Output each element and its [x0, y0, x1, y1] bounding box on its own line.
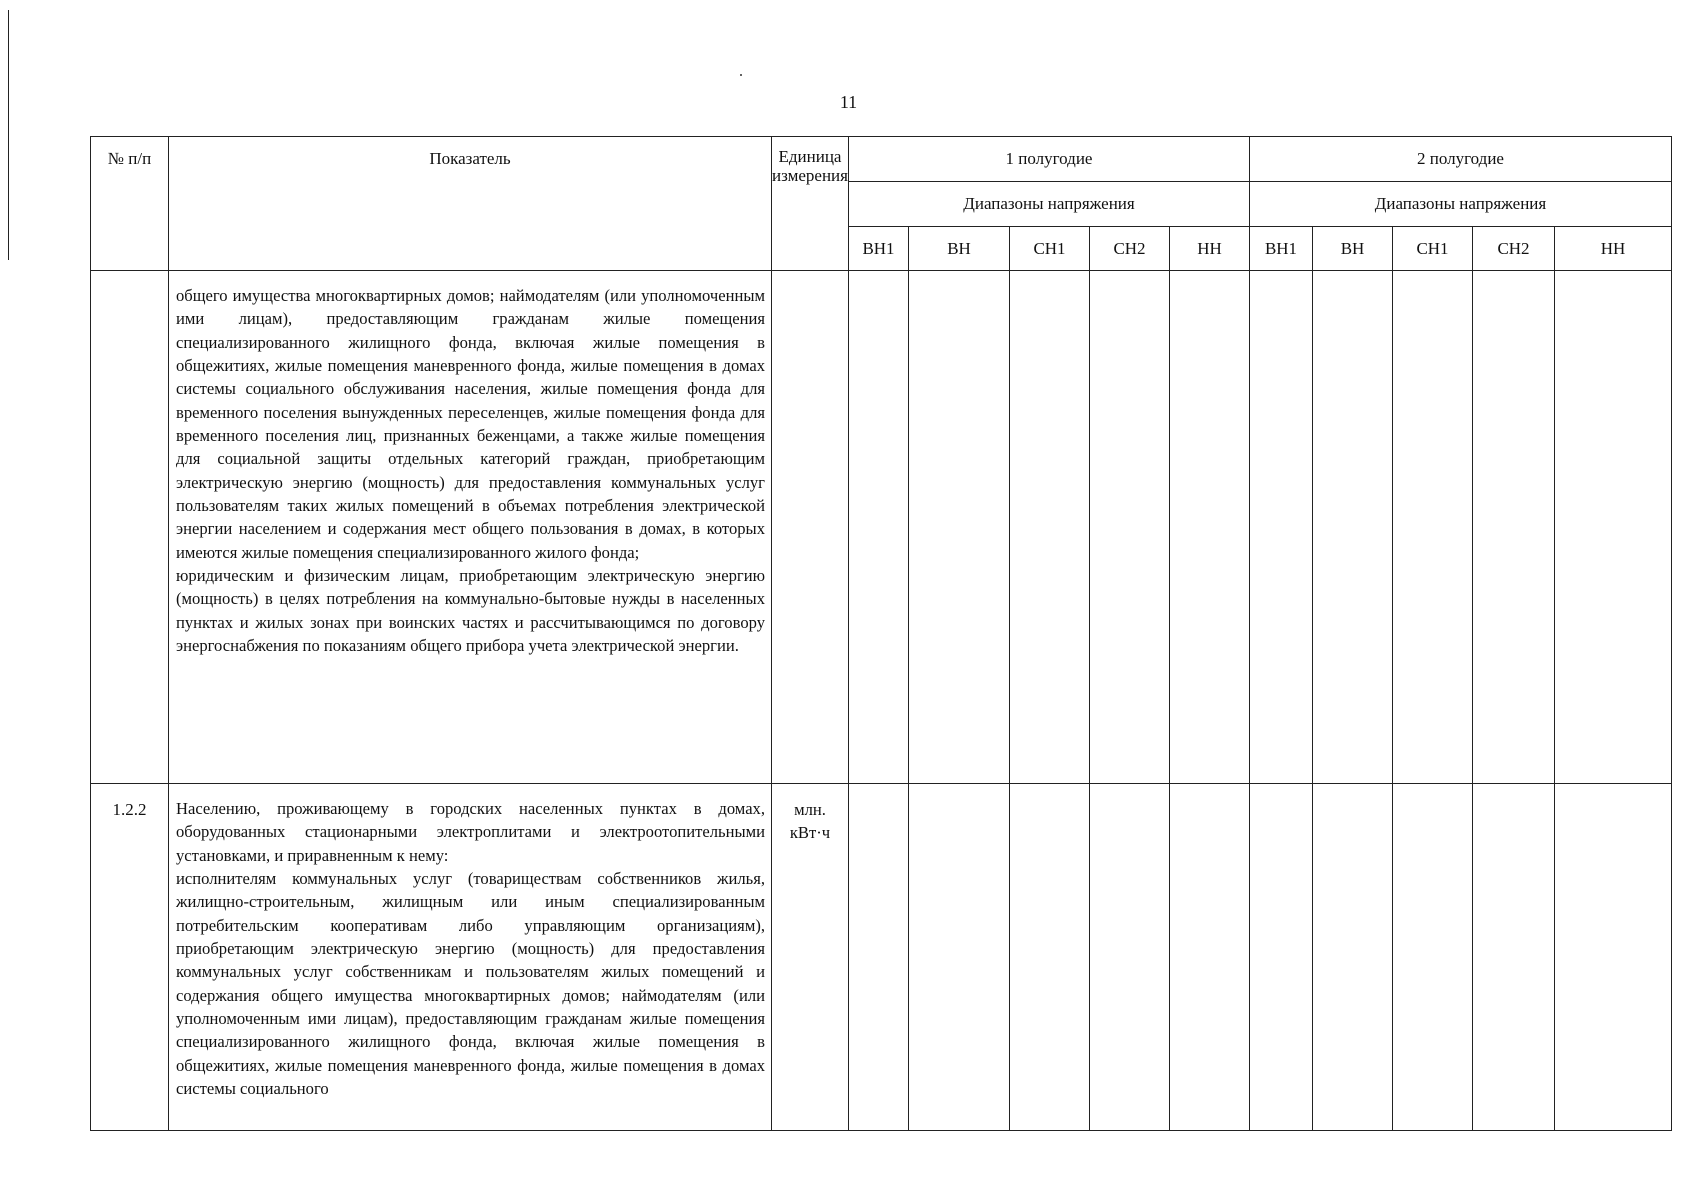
- value-cell: [1473, 784, 1555, 1131]
- header-half1-sn2: СН2: [1090, 227, 1170, 271]
- header-half2-nn: НН: [1555, 227, 1672, 271]
- header-half1-vn1: ВН1: [849, 227, 909, 271]
- scan-speck: [740, 74, 742, 76]
- value-cell: [1393, 271, 1473, 784]
- value-cell: [1090, 271, 1170, 784]
- header-half2: 2 полугодие: [1250, 137, 1672, 182]
- indicator-text: [169, 784, 772, 1131]
- page-number: 11: [839, 92, 858, 112]
- value-cell: [909, 271, 1010, 784]
- value-cell: [1393, 784, 1473, 1131]
- header-indicator: Показатель: [169, 137, 772, 271]
- row-number: 1.2.2: [91, 784, 169, 1131]
- indicator-paragraph: юридическим и физическим лицам, приобретающим электрическую энергию (мощность) в целях потребления на коммунально-бытовые нужды в населенных пунктах и жилых зонах при воинских частях и рассчитывающимся по договору энергоснабжения по показаниям общего прибора учета электрической энергии.: [176, 566, 765, 656]
- header-num: № п/п: [91, 137, 169, 271]
- value-cell: [1473, 271, 1555, 784]
- header-half2-vn: ВН: [1313, 227, 1393, 271]
- table-row: [91, 784, 1672, 1131]
- table-row: [91, 271, 1672, 784]
- value-cell: [1010, 271, 1090, 784]
- header-unit: Единица измерения: [772, 137, 849, 271]
- value-cell: [1250, 271, 1313, 784]
- value-cell: [1170, 271, 1250, 784]
- value-cell: [1555, 784, 1672, 1131]
- header-half1-vn: ВН: [909, 227, 1010, 271]
- value-cell: [1555, 271, 1672, 784]
- value-cell: [1010, 784, 1090, 1131]
- header-voltage-ranges-half1: Диапазоны напряжения: [849, 182, 1250, 227]
- header-voltage-ranges-half2: Диапазоны напряжения: [1250, 182, 1672, 227]
- unit-cell: [772, 271, 849, 784]
- row-number: [91, 271, 169, 784]
- value-cell: [1313, 271, 1393, 784]
- unit-cell: млн. кВт·ч: [772, 784, 849, 1131]
- value-cell: [909, 784, 1010, 1131]
- header-half2-sn2: СН2: [1473, 227, 1555, 271]
- indicator-paragraph: общего имущества многоквартирных домов; наймодателям (или уполномоченным ими лицам), предоставляющим гражданам жилые помещения специализированного жилищного фонда, включая жилые помещения в общежитиях, жилые помещения маневренного фонда, жилые помещения в домах системы социального обслуживания населения, жилые помещения фонда для временного поселения вынужденных переселенцев, жилые помещения фонда для временного поселения лиц, признанных беженцами, а также жилые помещения для социальной защиты отдельных категорий граждан, приобретающим электрическую энергию (мощность) для предоставления коммунальных услуг пользователям таких жилых помещений в объемах потребления электрической энергии населением и содержания мест общего пользования в домах, в которых имеются жилые помещения специализированного жилого фонда;: [176, 286, 765, 562]
- header-half1: 1 полугодие: [849, 137, 1250, 182]
- value-cell: [849, 784, 909, 1131]
- binding-margin-line: [8, 10, 9, 260]
- value-cell: [1250, 784, 1313, 1131]
- value-cell: [849, 271, 909, 784]
- value-cell: [1170, 784, 1250, 1131]
- indicator-text: [169, 271, 772, 784]
- header-half2-vn1: ВН1: [1250, 227, 1313, 271]
- header-half1-sn1: СН1: [1010, 227, 1090, 271]
- tariff-balance-table: [90, 136, 1672, 1131]
- value-cell: [1313, 784, 1393, 1131]
- indicator-paragraph: исполнителям коммунальных услуг (товариществам собственников жилья, жилищно-строительным, жилищным или иным специализированным потребительским кооперативам либо управляющим организациям), приобретающим электрическую энергию (мощность) для предоставления коммунальных услуг собственникам и пользователям жилых помещений и содержания общего имущества многоквартирных домов; наймодателям (или уполномоченным ими лицам), предоставляющим гражданам жилые помещения специализированного жилищного фонда, включая жилые помещения в общежитиях, жилые помещения маневренного фонда, жилые помещения в домах системы социального: [176, 869, 765, 1099]
- header-half1-nn: НН: [1170, 227, 1250, 271]
- value-cell: [1090, 784, 1170, 1131]
- indicator-paragraph: Населению, проживающему в городских населенных пунктах в домах, оборудованных стационарными электроплитами и электроотопительными установками, и приравненным к нему:: [176, 799, 765, 865]
- header-half2-sn1: СН1: [1393, 227, 1473, 271]
